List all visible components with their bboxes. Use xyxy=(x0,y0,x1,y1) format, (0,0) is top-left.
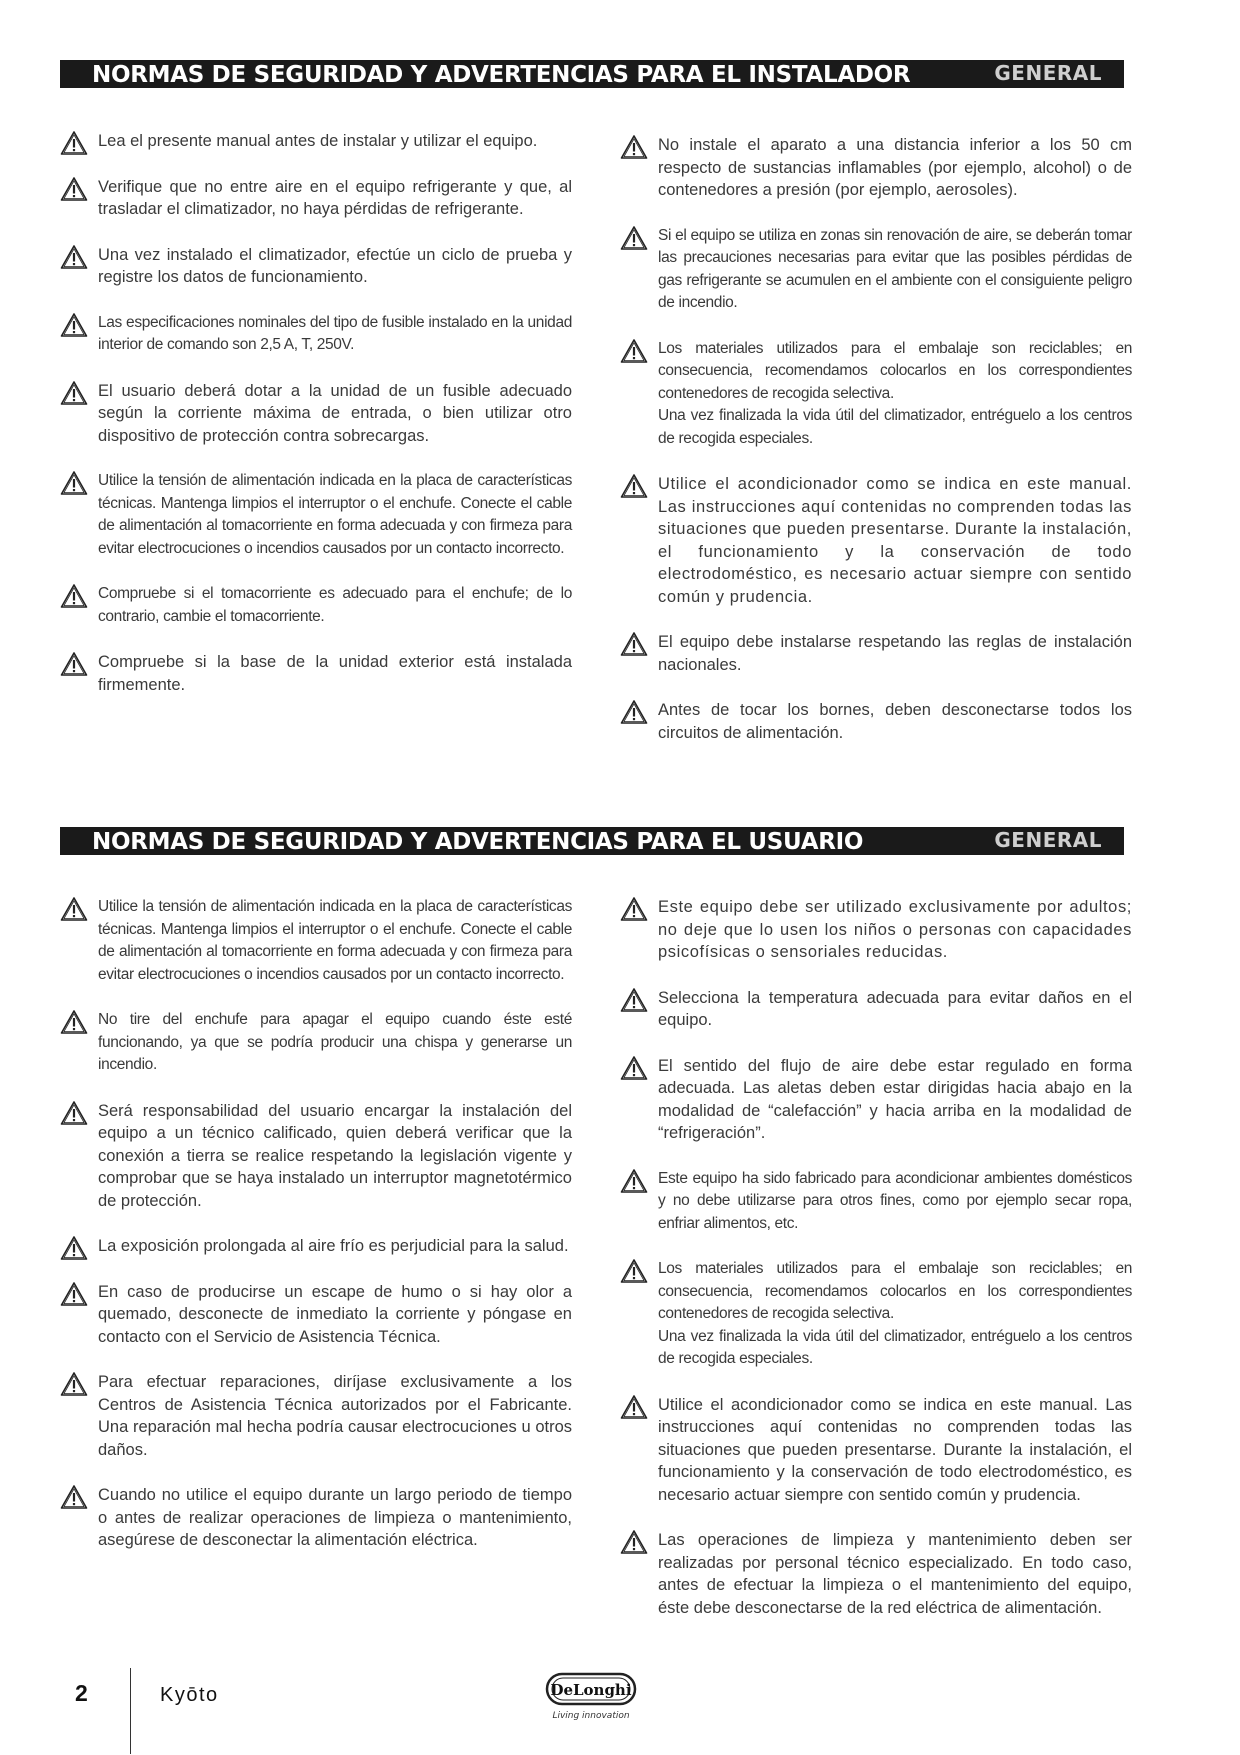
warning-item xyxy=(60,896,572,986)
warning-triangle-icon xyxy=(620,987,648,1013)
user-section-title: NORMAS DE SEGURIDAD Y ADVERTENCIAS PARA EL USUARIO xyxy=(92,829,864,855)
warning-item xyxy=(60,176,572,221)
warning-item xyxy=(60,312,572,357)
warning-text: Será responsabilidad del usuario encargar la instalación del equipo a un técnico calificado, quien deberá verificar que la conexión a tierra se realice respetando la legislación vigente y comprobar que se haya instalado un interruptor magnetotérmico de protección. xyxy=(98,1101,572,1210)
brand-name: DeLonghi xyxy=(550,1681,632,1699)
warning-item xyxy=(60,130,572,153)
warning-item xyxy=(620,1529,1132,1619)
warning-triangle-icon xyxy=(620,134,648,160)
warning-text: Utilice el acondicionador como se indica en este manual. Las instrucciones aquí contenidas no comprenden todas las situaciones que pueden presentarse. Durante la instalación, el funcionamiento y la conservación de todo electrodoméstico, es necesario actuar siempre con sentido común y prudencia. xyxy=(658,1395,1132,1504)
warning-triangle-icon xyxy=(620,1529,648,1555)
warning-item xyxy=(620,987,1132,1032)
warning-item xyxy=(620,338,1132,451)
warning-text: Selecciona la temperatura adecuada para evitar daños en el equipo. xyxy=(658,988,1132,1029)
warning-triangle-icon xyxy=(60,380,88,406)
warning-item xyxy=(620,699,1132,744)
user-section-header xyxy=(60,827,1124,855)
warning-item xyxy=(620,134,1132,202)
warning-item xyxy=(620,1394,1132,1507)
warning-text: La exposición prolongada al aire frío es perjudicial para la salud. xyxy=(98,1237,569,1255)
warning-item xyxy=(60,380,572,448)
warning-item xyxy=(60,651,572,696)
installer-section-tag: GENERAL xyxy=(994,61,1102,85)
warning-text: No instale el aparato a una distancia inferior a los 50 cm respecto de sustancias inflamables (por ejemplo, alcohol) o de contenedores a presión (por ejemplo, aerosoles). xyxy=(658,136,1132,199)
warning-text: Compruebe si el tomacorriente es adecuado para el enchufe; de lo contrario, cambie el tomacorriente. xyxy=(98,585,572,625)
warning-text: Una vez finalizada la vida útil del climatizador, entréguelo a los centros de recogida especiales. xyxy=(658,1327,1132,1367)
warning-text: En caso de producirse un escape de humo o si hay olor a quemado, desconecte de inmediato la corriente y póngase en contacto con el Servicio de Asistencia Técnica. xyxy=(98,1282,572,1346)
warning-triangle-icon xyxy=(620,1168,648,1194)
warning-text: Este equipo ha sido fabricado para acondicionar ambientes domésticos y no debe utilizarse para otros fines, como por ejemplo secar ropa, enfriar alimentos, etc. xyxy=(658,1169,1132,1232)
warning-item xyxy=(620,631,1132,676)
footer-divider xyxy=(130,1668,131,1754)
warning-triangle-icon xyxy=(620,1394,648,1420)
brand-tagline: Living innovation xyxy=(552,1711,630,1721)
warning-item xyxy=(60,1371,572,1461)
warning-text: Utilice el acondicionador como se indica en este manual. Las instrucciones aquí contenidas no comprenden todas las situaciones que pueden presentarse. Durante la instalación, el funcionamiento y la conservación de todo electrodoméstico, es necesario actuar siempre con sentido común y prudencia. xyxy=(658,475,1132,606)
warning-triangle-icon xyxy=(60,1484,88,1510)
warning-text: Compruebe si la base de la unidad exterior está instalada firmemente. xyxy=(98,653,572,694)
warning-text: Lea el presente manual antes de instalar y utilizar el equipo. xyxy=(98,132,538,150)
warning-text: Si el equipo se utiliza en zonas sin renovación de aire, se deberán tomar las precauciones necesarias para evitar que las posibles pérdidas de gas refrigerante se acumulen en el ambiente con el consiguiente peligro de incendio. xyxy=(658,226,1132,311)
warning-item xyxy=(60,1235,572,1258)
warning-text: Los materiales utilizados para el embalaje son reciclables; en consecuencia, recomendamos colocarlos en los correspondientes contenedores de recogida selectiva. xyxy=(658,339,1132,402)
warning-item xyxy=(620,1258,1132,1371)
warning-triangle-icon xyxy=(60,312,88,338)
installer-left-column xyxy=(60,130,572,719)
warning-text: Para efectuar reparaciones, diríjase exclusivamente a los Centros de Asistencia Técnica autorizados por el Fabricante. Una reparación mal hecha podría causar electrocuciones u otros daños. xyxy=(98,1373,572,1459)
warning-item xyxy=(620,473,1132,608)
warning-triangle-icon xyxy=(620,338,648,364)
warning-triangle-icon xyxy=(620,896,648,922)
warning-triangle-icon xyxy=(60,1371,88,1397)
warning-triangle-icon xyxy=(60,130,88,156)
warning-text: Una vez instalado el climatizador, efectúe un ciclo de prueba y registre los datos de funcionamiento. xyxy=(98,245,572,286)
warning-triangle-icon xyxy=(620,1055,648,1081)
page-number: 2 xyxy=(75,1680,88,1706)
warning-text: Las especificaciones nominales del tipo de fusible instalado en la unidad interior de comando son 2,5 A, T, 250V. xyxy=(98,313,572,353)
user-section-tag: GENERAL xyxy=(994,828,1102,852)
warning-item xyxy=(60,244,572,289)
warning-triangle-icon xyxy=(60,176,88,202)
warning-item xyxy=(620,1168,1132,1236)
model-name: Kyōto xyxy=(160,1684,219,1706)
warning-triangle-icon xyxy=(60,1235,88,1261)
user-left-column xyxy=(60,896,572,1575)
warning-triangle-icon xyxy=(620,225,648,251)
warning-triangle-icon xyxy=(60,896,88,922)
warning-triangle-icon xyxy=(620,473,648,499)
warning-triangle-icon xyxy=(620,631,648,657)
warning-triangle-icon xyxy=(60,244,88,270)
user-right-column xyxy=(620,896,1132,1642)
warning-text: Este equipo debe ser utilizado exclusivamente por adultos; no deje que lo usen los niños o personas con capacidades psicofísicas o sensoriales reducidas. xyxy=(658,898,1132,961)
warning-item xyxy=(620,896,1132,964)
warning-text: El sentido del flujo de aire debe estar regulado en forma adecuada. Las aletas deben estar dirigidas hacia abajo en la modalidad de “calefacción” y hacia arriba en la modalidad de “refrigeración”. xyxy=(658,1056,1132,1142)
warning-text: Cuando no utilice el equipo durante un largo periodo de tiempo o antes de realizar operaciones de limpieza o mantenimiento, asegúrese de desconectar la alimentación eléctrica. xyxy=(98,1486,572,1549)
warning-text: Una vez finalizada la vida útil del climatizador, entréguelo a los centros de recogida especiales. xyxy=(658,407,1132,447)
warning-item xyxy=(60,1281,572,1349)
warning-triangle-icon xyxy=(620,1258,648,1284)
warning-item xyxy=(620,225,1132,315)
warning-text: Los materiales utilizados para el embalaje son reciclables; en consecuencia, recomendamos colocarlos en los correspondientes contenedores de recogida selectiva. xyxy=(658,1260,1132,1322)
warning-triangle-icon xyxy=(60,470,88,496)
warning-text: No tire del enchufe para apagar el equipo cuando éste esté funcionando, ya que se podría producir una chispa y generarse un incendio. xyxy=(98,1011,572,1073)
warning-item xyxy=(60,1100,572,1213)
brand-logo xyxy=(545,1672,637,1729)
warning-triangle-icon xyxy=(60,583,88,609)
warning-text: Verifique que no entre aire en el equipo refrigerante y que, al trasladar el climatizador, no haya pérdidas de refrigerante. xyxy=(98,177,572,218)
warning-text: Utilice la tensión de alimentación indicada en la placa de características técnicas. Mantenga limpios el interruptor o el enchufe. Conecte el cable de alimentación al tomacorriente en forma adecuada y con firmeza para evitar electrocuciones o incendios causados por un contacto incorrecto. xyxy=(98,898,572,983)
warning-text: El usuario deberá dotar a la unidad de un fusible adecuado según la corriente máxima de entrada, o bien utilizar otro dispositivo de protección contra sobrecargas. xyxy=(98,381,572,445)
warning-item xyxy=(620,1055,1132,1145)
warning-triangle-icon xyxy=(60,651,88,677)
warning-item xyxy=(60,1009,572,1077)
warning-item xyxy=(60,583,572,628)
warning-triangle-icon xyxy=(620,699,648,725)
installer-right-column xyxy=(620,134,1132,767)
warning-text: Las operaciones de limpieza y mantenimiento deben ser realizadas por personal técnico especializado. En todo caso, antes de efectuar la limpieza o el mantenimiento del equipo, éste debe desconectarse de la red eléctrica de alimentación. xyxy=(658,1531,1132,1617)
installer-section-title: NORMAS DE SEGURIDAD Y ADVERTENCIAS PARA EL INSTALADOR xyxy=(92,62,911,88)
installer-section-header xyxy=(60,60,1124,88)
warning-text: Utilice la tensión de alimentación indicada en la placa de características técnicas. Mantenga limpios el interruptor o el enchufe. Conecte el cable de alimentación al tomacorriente en forma adecuada y con firmeza para evitar electrocuciones o incendios causados por un contacto incorrecto. xyxy=(98,472,572,557)
warning-triangle-icon xyxy=(60,1009,88,1035)
warning-item xyxy=(60,470,572,560)
warning-text: El equipo debe instalarse respetando las reglas de instalación nacionales. xyxy=(658,633,1132,674)
warning-triangle-icon xyxy=(60,1100,88,1126)
warning-item xyxy=(60,1484,572,1552)
warning-text: Antes de tocar los bornes, deben desconectarse todos los circuitos de alimentación. xyxy=(658,701,1132,742)
warning-triangle-icon xyxy=(60,1281,88,1307)
